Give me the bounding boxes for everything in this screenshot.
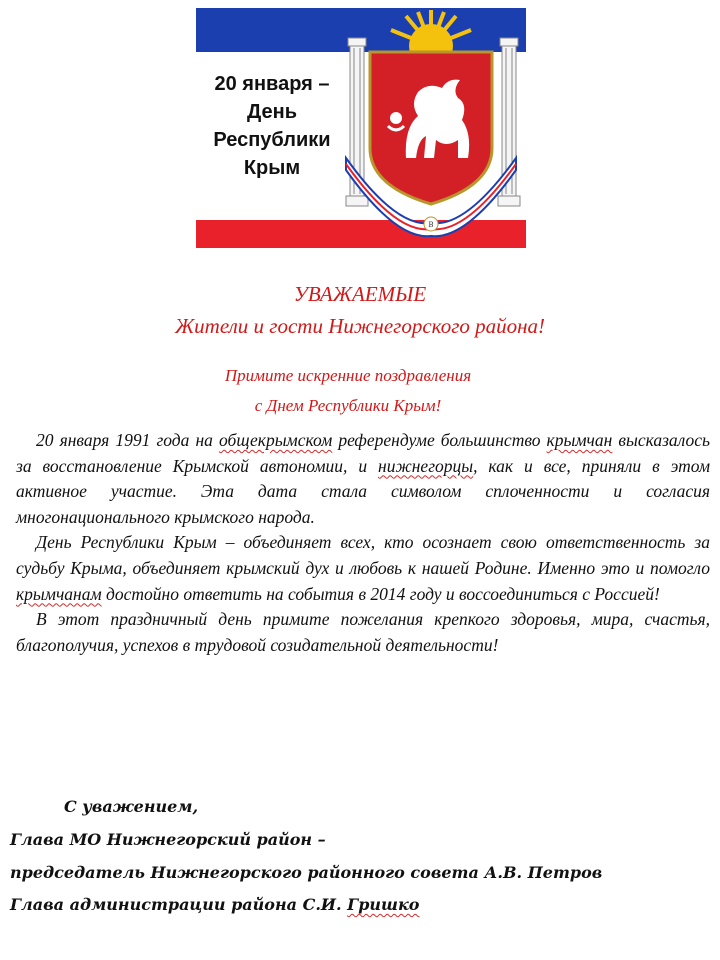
greeting-occasion: с Днем Республики Крым! bbox=[254, 396, 442, 415]
text-run: высказалось за восстановление Крымской автономии, и bbox=[16, 430, 711, 476]
text-run: День Республики Крым – объединяет всех, кто осознает свою ответственность за судьбу Крыма, объединяет крымский дух и любовь к нашей Родине. Именно это и помогло bbox=[16, 532, 710, 578]
signature-title-2: председатель Нижнегорского районного совета А.В. Петров bbox=[10, 863, 603, 882]
signature-title-3 bbox=[10, 895, 710, 914]
shield-icon bbox=[370, 52, 492, 204]
paragraph-3: В этот праздничный день примите пожелания крепкого здоровья, мира, счастья, благополучия, успехов в трудовой созидательной деятельности! bbox=[16, 609, 710, 655]
greeting-congrats: Примите искренние поздравления bbox=[224, 366, 472, 385]
republic-day-banner bbox=[196, 8, 526, 248]
text-run: 20 января 1991 года на bbox=[36, 430, 220, 450]
letter-body bbox=[16, 428, 710, 658]
spellcheck-word: нижнегорцы bbox=[378, 455, 474, 476]
flag-red-stripe bbox=[196, 220, 526, 248]
svg-text:В: В bbox=[428, 221, 434, 229]
spellcheck-word: крымчан bbox=[546, 430, 613, 450]
pearl-shell-icon bbox=[390, 112, 402, 124]
banner-title-line: Крым bbox=[243, 157, 301, 179]
signature-title-1: Глава МО Нижнегорский район – bbox=[10, 830, 326, 849]
paragraph-2 bbox=[16, 530, 710, 607]
spellcheck-word: крымчанам bbox=[16, 583, 102, 604]
banner-title-line: День bbox=[247, 101, 297, 123]
text-run: Глава администрации района С.И. bbox=[10, 895, 348, 914]
text-run: референдуме большинство bbox=[332, 430, 547, 450]
greeting-heading: УВАЖАЕМЫЕ bbox=[293, 282, 427, 306]
text-run: достойно ответить на события в 2014 году и воссоединиться с Россией! bbox=[101, 583, 660, 604]
banner-title bbox=[202, 70, 342, 182]
banner-title-line: Республики bbox=[213, 129, 331, 151]
banner-title-line: 20 января – bbox=[214, 73, 330, 95]
spellcheck-word: общекрымском bbox=[219, 430, 333, 450]
greeting-audience: Жители и гости Нижнегорского района! bbox=[174, 314, 546, 338]
spellcheck-word: Гришко bbox=[347, 895, 420, 914]
signature-closing: С уважением, bbox=[64, 797, 199, 816]
text-run: , как и все, приняли в этом активное участие. Эта дата стала символом сплоченности и согласия многонационального крымского народа. bbox=[16, 455, 710, 527]
paragraph-1 bbox=[16, 428, 710, 530]
